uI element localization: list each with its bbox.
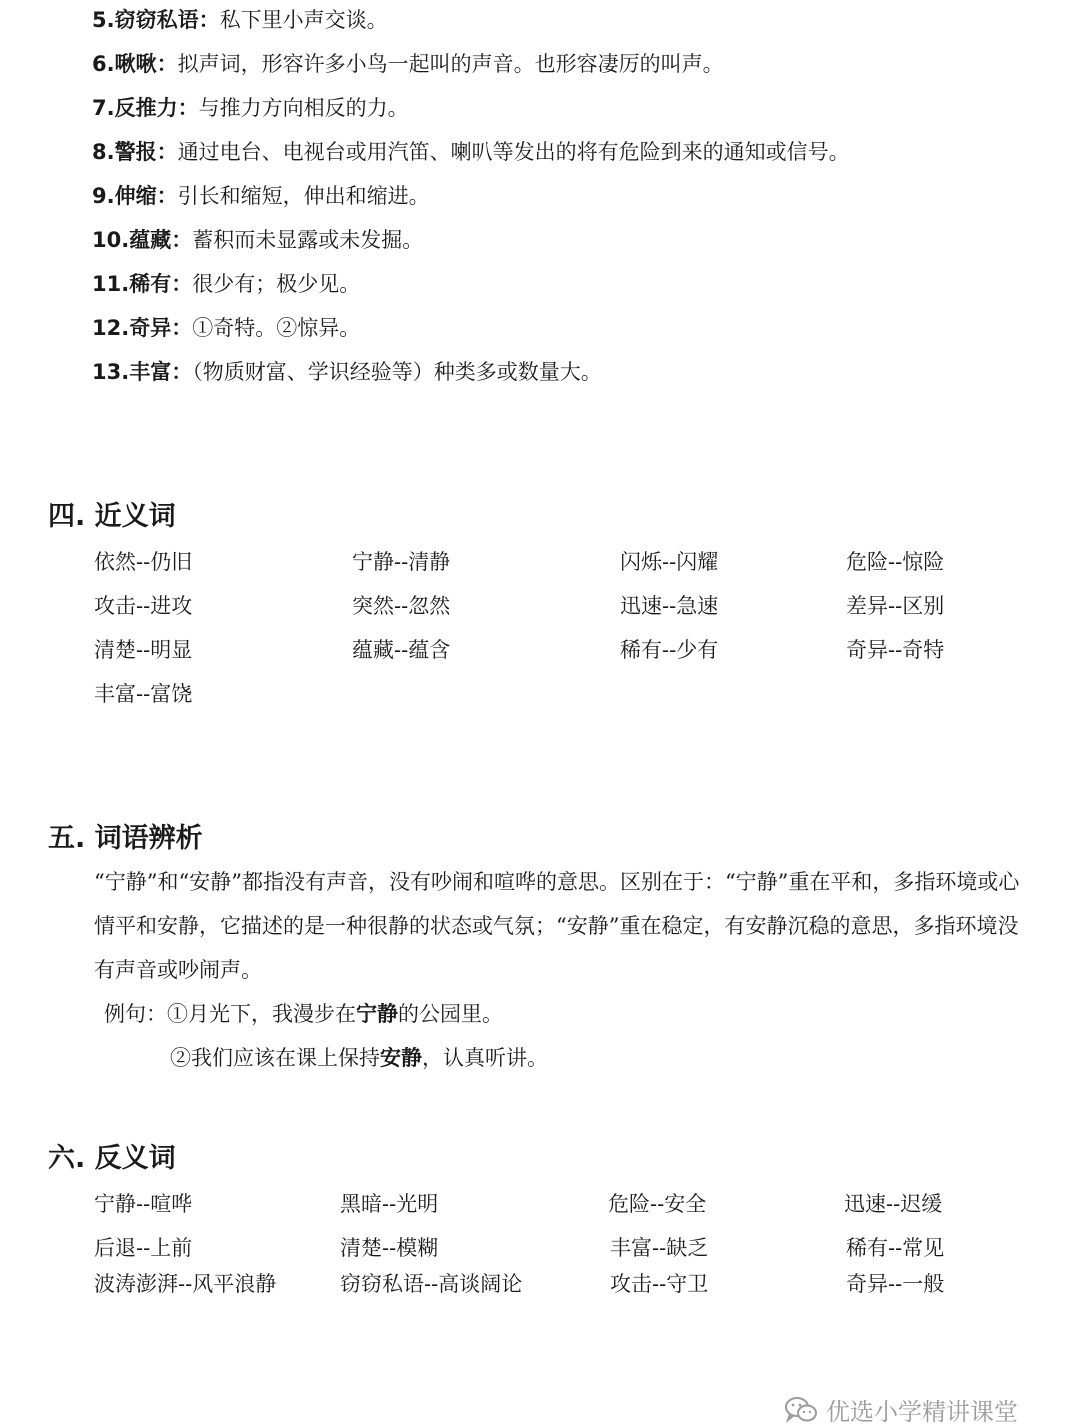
synonym-pair: 危险--惊险: [846, 550, 945, 574]
antonym-pair: 稀有--常见: [846, 1236, 945, 1260]
synonym-pair: 清楚--明显: [94, 638, 193, 662]
synonym-pair: 依然--仍旧: [94, 550, 193, 574]
synonym-pair: 迅速--急速: [620, 594, 719, 618]
synonym-pair: 差异--区别: [846, 594, 945, 618]
definition-item: 13.丰富：（物质财富、学识经验等）种类多或数量大。: [92, 360, 602, 384]
synonym-pair: 蕴藏--蕴含: [352, 638, 451, 662]
synonym-pair: 攻击--进攻: [94, 594, 193, 618]
antonym-pair: 清楚--模糊: [340, 1236, 439, 1260]
synonym-pair: 奇异--奇特: [846, 638, 945, 662]
antonym-pair: 攻击--守卫: [610, 1272, 709, 1296]
antonym-pair: 后退--上前: [94, 1236, 193, 1260]
analysis-title: 五. 词语辨析: [48, 823, 203, 854]
synonym-pair: 丰富--富饶: [94, 682, 193, 706]
definition-item: 7.反推力：与推力方向相反的力。: [92, 96, 409, 120]
definition-item: 6.啾啾：拟声词，形容许多小鸟一起叫的声音。也形容凄厉的叫声。: [92, 52, 724, 76]
definition-item: 11.稀有：很少有；极少见。: [92, 272, 361, 296]
analysis-paragraph: “宁静”和“安静”都指没有声音，没有吵闹和喧哗的意思。区别在于：“宁静”重在平和，多指环境或心情平和安静，它描述的是一种很静的状态或气氛；“安静”重在稳定，有安静沉稳的意思，多指环境没有声音或吵闹声。: [94, 870, 1020, 982]
antonym-pair: 宁静--喧哗: [94, 1192, 193, 1216]
synonym-pair: 突然--忽然: [352, 594, 451, 618]
watermark-text: 优选小学精讲课堂: [826, 1398, 1018, 1426]
synonyms-title: 四. 近义词: [48, 501, 176, 532]
definition-item: 5.窃窃私语：私下里小声交谈。: [92, 8, 388, 32]
synonym-pair: 宁静--清静: [352, 550, 451, 574]
example-sentence-2: ②我们应该在课上保持安静，认真听讲。: [170, 1045, 548, 1070]
antonym-pair: 黑暗--光明: [340, 1192, 439, 1216]
definition-item: 8.警报：通过电台、电视台或用汽笛、喇叭等发出的将有危险到来的通知或信号。: [92, 140, 850, 164]
definition-item: 9.伸缩：引长和缩短，伸出和缩进。: [92, 184, 430, 208]
watermark: [784, 1392, 1018, 1427]
synonym-pair: 闪烁--闪耀: [620, 550, 719, 574]
definition-item: 10.蕴藏：蓄积而未显露或未发掘。: [92, 228, 424, 252]
synonym-pair: 稀有--少有: [620, 638, 719, 662]
antonym-pair: 危险--安全: [608, 1192, 707, 1216]
example-sentence-1: 例句：①月光下，我漫步在宁静的公园里。: [104, 1001, 503, 1026]
antonym-pair: 奇异--一般: [846, 1272, 945, 1296]
wechat-icon: [784, 1396, 818, 1424]
antonym-pair: 迅速--迟缓: [844, 1192, 943, 1216]
antonyms-title: 六. 反义词: [48, 1143, 176, 1174]
definition-item: 12.奇异：①奇特。②惊异。: [92, 316, 361, 340]
antonym-pair: 波涛澎湃--风平浪静: [94, 1272, 277, 1296]
antonym-pair: 窃窃私语--高谈阔论: [340, 1272, 523, 1296]
antonym-pair: 丰富--缺乏: [610, 1236, 709, 1260]
